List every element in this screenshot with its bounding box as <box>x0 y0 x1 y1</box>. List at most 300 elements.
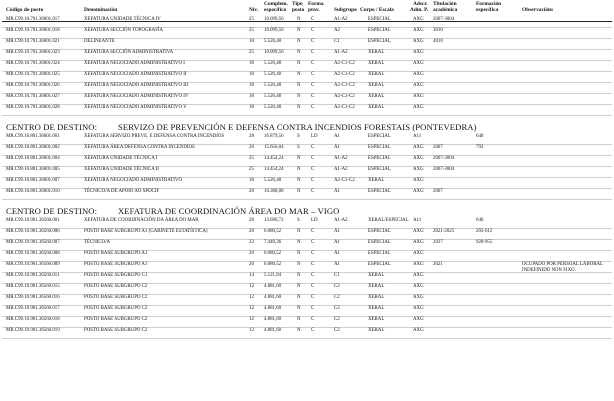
cell-complemento: 10.368,00 <box>264 189 284 194</box>
cell-forma: C <box>311 295 315 300</box>
cell-tipo: S <box>297 218 300 223</box>
header-adm: Adm. P. <box>410 7 429 13</box>
cell-codigo: MR.C99.10.701.36001.021 <box>6 39 60 44</box>
cell-denominacion: XEFATURA UNIDADE TÉCNICA IV <box>84 17 161 22</box>
cell-corpo: ESPECIAL <box>368 17 391 22</box>
cell-subgrupo: C2 <box>334 306 340 311</box>
cell-corpo: XERAL <box>368 295 385 300</box>
cell-codigo: MR.C99.10.801.36001.010 <box>6 189 60 194</box>
cell-subgrupo: A2-C1-C2 <box>334 72 355 77</box>
table-row <box>0 50 614 61</box>
cell-adscripcion: AXG <box>413 317 424 322</box>
cell-tipo: S <box>297 134 300 139</box>
cell-corpo: ESPECIAL <box>368 229 391 234</box>
cell-subgrupo: C2 <box>334 328 340 333</box>
cell-denominacion: XEFATURA UNIDADE TÉCNICA I <box>84 156 158 161</box>
cell-tipo: N <box>297 328 301 333</box>
cell-forma: C <box>311 17 315 22</box>
cell-corpo: XERAL <box>368 328 385 333</box>
cell-nivel: 12 <box>249 306 254 311</box>
cell-codigo: MR.C99.10.701.36001.026 <box>6 83 60 88</box>
cell-adscripcion: AXG <box>413 105 424 110</box>
cell-adscripcion: AXG <box>413 262 424 267</box>
cell-subgrupo: A1 <box>334 189 340 194</box>
cell-adscripcion: AXG <box>413 39 424 44</box>
cell-codigo: MR.C99.10.701.36001.024 <box>6 61 60 66</box>
header-forma: Forma <box>308 1 324 7</box>
cell-adscripcion: AXG <box>413 295 424 300</box>
cell-nivel: 12 <box>249 317 254 322</box>
cell-adscripcion: AXG <box>413 306 424 311</box>
cell-nivel: 25 <box>249 156 254 161</box>
cell-adscripcion: AXG <box>413 284 424 289</box>
cell-complemento: 10.099,56 <box>264 17 284 22</box>
cell-forma: C <box>311 145 315 150</box>
cell-tipo: N <box>297 251 301 256</box>
cell-codigo: MR.C99.10.701.36001.027 <box>6 94 60 99</box>
cell-denominacion: XEFATURA UNIDADE TÉCNICA II <box>84 167 159 172</box>
cell-codigo: MR.C99.10.701.36001.023 <box>6 50 60 55</box>
cell-titulacion: 2007 <box>433 145 443 150</box>
cell-denominacion: POSTO BASE SUBGRUPO A1 <box>84 251 148 256</box>
cell-nivel: 18 <box>249 94 254 99</box>
cell-forma: C <box>311 94 315 99</box>
cell-denominacion: TÉCNICO/A <box>84 240 111 245</box>
cell-nivel: 25 <box>249 28 254 33</box>
cell-forma: C <box>311 306 315 311</box>
row-divider <box>2 199 612 200</box>
cell-forma: C <box>311 83 315 88</box>
table-row <box>0 39 614 50</box>
cell-subgrupo: C2 <box>334 317 340 322</box>
cell-denominacion: XEFATURA NEGOCIADO ADMINISTRATIVO V <box>84 105 187 110</box>
cell-subgrupo: A1-A2 <box>334 50 348 55</box>
cell-codigo: MR.C99.10.901.36560.009 <box>6 262 60 267</box>
cell-corpo: XERAL <box>368 306 385 311</box>
cell-adscripcion: AXG <box>413 167 424 172</box>
cell-subgrupo: C1 <box>334 39 340 44</box>
cell-complemento: 4.881,60 <box>264 328 282 333</box>
cell-tipo: N <box>297 105 301 110</box>
cell-subgrupo: A2-C1-C2 <box>334 178 355 183</box>
cell-forma: C <box>311 240 315 245</box>
centro-destino-heading <box>6 122 477 132</box>
cell-subgrupo: A1 <box>334 240 340 245</box>
cell-complemento: 4.881,60 <box>264 306 282 311</box>
cell-corpo: ESPECIAL <box>368 189 391 194</box>
cell-adscripcion: AXG <box>413 156 424 161</box>
cell-nivel: 12 <box>249 328 254 333</box>
cell-complemento: 4.881,60 <box>264 284 282 289</box>
cell-nivel: 28 <box>249 218 254 223</box>
cell-tipo: N <box>297 306 301 311</box>
cell-adscripcion: AXG <box>413 328 424 333</box>
cell-subgrupo: A1 <box>334 262 340 267</box>
cell-adscripcion: AXG <box>413 178 424 183</box>
cell-denominacion: XEFATURA SERVIZO PREVE. E DEFENSA CONTRA INCENDIOS <box>84 134 225 139</box>
cell-complemento: 5.526,48 <box>264 83 282 88</box>
cell-nivel: 20 <box>249 251 254 256</box>
cell-nivel: 18 <box>249 72 254 77</box>
centro-destino-name: SERVIZO DE PREVENCIÓN E DEFENSA CONTRA INCENDIOS FORESTAIS (PONTEVEDRA) <box>118 122 477 132</box>
cell-complemento: 6.080,52 <box>264 229 282 234</box>
cell-codigo: MR.C99.10.901.36560.006 <box>6 229 60 234</box>
cell-tipo: N <box>297 156 301 161</box>
cell-tipo: N <box>297 61 301 66</box>
cell-titulacion: 2007-3004 <box>433 156 455 161</box>
cell-complemento: 5.121,84 <box>264 273 282 278</box>
centro-destino-label: CENTRO DE DESTINO: <box>6 206 98 216</box>
cell-forma: C <box>311 105 315 110</box>
cell-nivel: 26 <box>249 145 254 150</box>
header-corpo: Corpo / Escala <box>360 7 394 13</box>
table-row <box>0 105 614 116</box>
cell-corpo: XERAL <box>368 105 385 110</box>
cell-complemento: 6.080,52 <box>264 251 282 256</box>
header-denominacion: Denominación <box>84 7 118 13</box>
cell-forma: C <box>311 262 315 267</box>
cell-nivel: 18 <box>249 61 254 66</box>
centro-destino-label: CENTRO DE DESTINO: <box>6 122 98 132</box>
cell-adscripcion: A11 <box>413 218 422 223</box>
cell-forma: C <box>311 50 315 55</box>
header-adscr: Adscr. <box>413 1 428 7</box>
cell-forma: C <box>311 167 315 172</box>
cell-nivel: 18 <box>249 178 254 183</box>
cell-codigo: MR.C99.10.901.36560.019 <box>6 328 60 333</box>
cell-denominacion: DELINEANTE <box>84 39 115 44</box>
cell-codigo: MR.C99.10.701.36001.018 <box>6 28 60 33</box>
cell-nivel: 18 <box>249 39 254 44</box>
table-row <box>0 83 614 94</box>
cell-adscripcion: AXG <box>413 83 424 88</box>
cell-adscripcion: AXG <box>413 273 424 278</box>
cell-denominacion: XEFATURA NEGOCIADO ADMINISTRATIVO IV <box>84 94 189 99</box>
cell-tipo: N <box>297 39 301 44</box>
cell-corpo: ESPECIAL <box>368 262 391 267</box>
header-subgrupo: Subgrupo <box>334 7 357 13</box>
cell-adscripcion: AXG <box>413 28 424 33</box>
cell-tipo: N <box>297 189 301 194</box>
cell-subgrupo: C2 <box>334 295 340 300</box>
table-row <box>0 317 614 328</box>
cell-corpo: XERAL <box>368 61 385 66</box>
table-row <box>0 94 614 105</box>
cell-adscripcion: AXG <box>413 50 424 55</box>
cell-complemento: 13.690,72 <box>264 218 284 223</box>
cell-tipo: N <box>297 317 301 322</box>
cell-subgrupo: A1-A2 <box>334 156 348 161</box>
table-row <box>0 262 614 273</box>
cell-adscripcion: AXG <box>413 240 424 245</box>
cell-subgrupo: A2-C1-C2 <box>334 83 355 88</box>
cell-observacions: OCUPADO POR PERSOAL LABORAL INDEFINIDO NON FIXO. <box>522 262 603 273</box>
cell-nivel: 22 <box>249 240 254 245</box>
cell-nivel: 12 <box>249 284 254 289</box>
cell-corpo: XERAL <box>368 284 385 289</box>
centro-destino-heading <box>6 206 339 216</box>
header-formacion: Formación <box>476 1 502 7</box>
cell-titulacion: 2007 <box>433 189 443 194</box>
cell-subgrupo: A1 <box>334 134 340 139</box>
cell-adscripcion: A11 <box>413 134 422 139</box>
cell-subgrupo: A2 <box>334 28 340 33</box>
cell-corpo: ESPECIAL <box>368 240 391 245</box>
cell-complemento: 4.881,60 <box>264 295 282 300</box>
cell-corpo: XERAL <box>368 83 385 88</box>
cell-denominacion: XEFATURA NEGOCIADO ADMINISTRATIVO III <box>84 83 189 88</box>
cell-tipo: N <box>297 273 301 278</box>
cell-adscripcion: AXG <box>413 72 424 77</box>
cell-complemento: 10.099,56 <box>264 50 284 55</box>
cell-adscripcion: AXG <box>413 189 424 194</box>
cell-corpo: XERAL/ESPECIAL <box>368 218 409 223</box>
table-row <box>0 17 614 28</box>
cell-corpo: ESPECIAL <box>368 39 391 44</box>
cell-subgrupo: C2 <box>334 284 340 289</box>
header-prov: prov. <box>308 7 320 13</box>
cell-complemento: 5.526,48 <box>264 61 282 66</box>
cell-corpo: ESPECIAL <box>368 167 391 172</box>
row-divider <box>2 338 612 339</box>
cell-corpo: XERAL <box>368 317 385 322</box>
cell-denominacion: XEFATURA SECCIÓN TOPOGRAFÍA <box>84 28 164 33</box>
cell-subgrupo: A1-A2 <box>334 17 348 22</box>
cell-subgrupo: A1 <box>334 145 340 150</box>
cell-subgrupo: C1 <box>334 273 340 278</box>
cell-nivel: 28 <box>249 134 254 139</box>
cell-codigo: MR.C99.10.901.36560.017 <box>6 306 60 311</box>
cell-denominacion: TÉCNICO/A DE APOIO AO SPDCIF <box>84 189 160 194</box>
header-codigo: Código do posto <box>6 7 44 13</box>
table-row <box>0 28 614 39</box>
cell-denominacion: XEFATURA NEGOCIADO ADMINISTRATIVO <box>84 178 182 183</box>
header-academica: académica <box>433 7 458 13</box>
cell-corpo: ESPECIAL <box>368 156 391 161</box>
cell-formacion: 920-955 <box>476 240 493 245</box>
cell-complemento: 10.099,56 <box>264 28 284 33</box>
cell-tipo: N <box>297 240 301 245</box>
cell-forma: C <box>311 328 315 333</box>
cell-complemento: 6.080,52 <box>264 262 282 267</box>
cell-subgrupo: A1 <box>334 251 340 256</box>
cell-forma: C <box>311 229 315 234</box>
cell-subgrupo: A2-C1-C2 <box>334 94 355 99</box>
cell-subgrupo: A1-A2 <box>334 218 348 223</box>
cell-tipo: N <box>297 295 301 300</box>
cell-nivel: 18 <box>249 105 254 110</box>
cell-denominacion: POSTO BASE SUBGRUPO C2 <box>84 295 148 300</box>
header-especifico: específico <box>264 7 287 13</box>
cell-nivel: 20 <box>249 229 254 234</box>
table-row <box>0 218 614 229</box>
cell-tipo: N <box>297 17 301 22</box>
cell-formacion: 793 <box>476 145 484 150</box>
cell-codigo: MR.C99.10.901.36560.011 <box>6 273 60 278</box>
table-row <box>0 167 614 178</box>
cell-complemento: 7.440,36 <box>264 240 282 245</box>
cell-denominacion: XEFATURA ÁREA DEFENSA CONTRA INCENDIOS <box>84 145 195 150</box>
cell-codigo: MR.C99.10.901.36560.007 <box>6 240 60 245</box>
cell-denominacion: POSTO BASE SUBGRUPO A1 (GABINETE ESTATÍSTICA) <box>84 229 208 234</box>
table-row <box>0 178 614 189</box>
table-row <box>0 251 614 262</box>
header-especifica: específica <box>476 7 499 13</box>
table-row <box>0 134 614 145</box>
table-row <box>0 229 614 240</box>
cell-codigo: MR.C99.10.901.36560.015 <box>6 284 60 289</box>
cell-nivel: 18 <box>249 83 254 88</box>
cell-denominacion: POSTO BASE SUBGRUPO C1 <box>84 273 148 278</box>
cell-nivel: 25 <box>249 167 254 172</box>
cell-complemento: 5.526,48 <box>264 178 282 183</box>
cell-nivel: 20 <box>249 262 254 267</box>
cell-titulacion: 2037 <box>433 240 443 245</box>
cell-tipo: N <box>297 284 301 289</box>
cell-complemento: 14.454,24 <box>264 156 284 161</box>
cell-adscripcion: AXG <box>413 17 424 22</box>
cell-adscripcion: AXG <box>413 94 424 99</box>
cell-forma: C <box>311 39 315 44</box>
cell-denominacion: POSTO BASE SUBGRUPO C2 <box>84 284 148 289</box>
cell-forma: C <box>311 189 315 194</box>
table-row <box>0 295 614 306</box>
cell-codigo: MR.C99.10.801.36001.005 <box>6 167 60 172</box>
cell-denominacion: XEFATURA DE COORDINACIÓN DA ÁREA DO MAR <box>84 218 199 223</box>
row-divider <box>2 115 612 116</box>
cell-corpo: ESPECIAL <box>368 251 391 256</box>
table-row <box>0 306 614 317</box>
table-row <box>0 240 614 251</box>
cell-complemento: 5.526,48 <box>264 72 282 77</box>
cell-nivel: 12 <box>249 295 254 300</box>
table-row <box>0 145 614 156</box>
cell-adscripcion: AXG <box>413 251 424 256</box>
cell-complemento: 4.881,60 <box>264 317 282 322</box>
cell-titulacion: 3010 <box>433 28 443 33</box>
cell-tipo: N <box>297 229 301 234</box>
cell-complemento: 5.526,48 <box>264 105 282 110</box>
cell-codigo: MR.C99.10.801.36001.007 <box>6 178 60 183</box>
table-row <box>0 189 614 200</box>
cell-corpo: XERAL <box>368 273 385 278</box>
cell-nivel: 25 <box>249 17 254 22</box>
cell-corpo: ESPECIAL <box>368 145 391 150</box>
cell-forma: C <box>311 156 315 161</box>
cell-tipo: N <box>297 262 301 267</box>
cell-denominacion: POSTO BASE SUBGRUPO A1 <box>84 262 148 267</box>
cell-adscripcion: AXG <box>413 61 424 66</box>
table-row <box>0 328 614 339</box>
cell-corpo: ESPECIAL <box>368 134 391 139</box>
cell-denominacion: XEFATURA SECCIÓN ADMINISTRATIVA <box>84 50 174 55</box>
cell-forma: C <box>311 317 315 322</box>
cell-titulacion: 2021 <box>433 262 443 267</box>
header-tipo: Tipo <box>292 1 303 7</box>
header-posto: posto <box>292 7 305 13</box>
cell-titulacion: 2007-3004 <box>433 17 455 22</box>
cell-denominacion: POSTO BASE SUBGRUPO C2 <box>84 317 148 322</box>
cell-corpo: XERAL <box>368 50 385 55</box>
cell-codigo: MR.C99.10.701.36001.017 <box>6 17 60 22</box>
header-complemento: Complem. <box>264 1 288 7</box>
cell-forma: C <box>311 72 315 77</box>
table-row <box>0 156 614 167</box>
cell-nivel: 20 <box>249 189 254 194</box>
cell-corpo: XERAL <box>368 94 385 99</box>
cell-codigo: MR.C99.10.901.36560.008 <box>6 251 60 256</box>
cell-nivel: 14 <box>249 273 254 278</box>
cell-nivel: 25 <box>249 50 254 55</box>
cell-tipo: S <box>297 145 300 150</box>
cell-forma: C <box>311 284 315 289</box>
cell-tipo: N <box>297 50 301 55</box>
cell-tipo: N <box>297 72 301 77</box>
cell-complemento: 15.656,04 <box>264 145 284 150</box>
cell-complemento: 16.879,56 <box>264 134 284 139</box>
cell-titulacion: 2021-2025 <box>433 229 455 234</box>
cell-formacion: 640 <box>476 134 484 139</box>
cell-tipo: N <box>297 167 301 172</box>
cell-corpo: XERAL <box>368 72 385 77</box>
cell-subgrupo: A2-C1-C2 <box>334 61 355 66</box>
cell-forma: C <box>311 178 315 183</box>
cell-codigo: MR.C99.10.801.36001.002 <box>6 145 60 150</box>
cell-subgrupo: A1-A2 <box>334 167 348 172</box>
cell-codigo: MR.C99.10.901.36560.018 <box>6 317 60 322</box>
cell-codigo: MR.C99.10.801.36001.001 <box>6 134 60 139</box>
cell-tipo: N <box>297 28 301 33</box>
centro-destino-name: XEFATURA DE COORDINACIÓN ÁREA DO MAR – VIGO <box>118 206 340 216</box>
table-row <box>0 284 614 295</box>
cell-denominacion: XEFATURA NEGOCIADO ADMINISTRATIVO I <box>84 61 185 66</box>
cell-tipo: N <box>297 83 301 88</box>
table-row <box>0 61 614 72</box>
cell-titulacion: 2007-3004 <box>433 167 455 172</box>
cell-codigo: MR.C99.10.801.36001.004 <box>6 156 60 161</box>
cell-tipo: N <box>297 178 301 183</box>
header-titulacion: Titulación <box>433 1 457 7</box>
cell-forma: C <box>311 273 315 278</box>
cell-complemento: 5.526,48 <box>264 94 282 99</box>
cell-codigo: MR.C99.10.701.36001.028 <box>6 105 60 110</box>
cell-codigo: MR.C99.10.901.36560.016 <box>6 295 60 300</box>
header-observacions: Observacións <box>522 7 554 13</box>
cell-forma: C <box>311 251 315 256</box>
cell-complemento: 5.526,48 <box>264 39 282 44</box>
cell-subgrupo: A2-C1-C2 <box>334 105 355 110</box>
cell-denominacion: POSTO BASE SUBGRUPO C2 <box>84 306 148 311</box>
cell-formacion: 203-612 <box>476 229 493 234</box>
cell-corpo: XERAL <box>368 178 385 183</box>
cell-forma: LD <box>311 134 318 139</box>
cell-forma: C <box>311 28 315 33</box>
cell-adscripcion: AXG <box>413 145 424 150</box>
cell-codigo: MR.C99.10.701.36001.025 <box>6 72 60 77</box>
cell-denominacion: POSTO BASE SUBGRUPO C2 <box>84 328 148 333</box>
cell-formacion: 640 <box>476 218 484 223</box>
table-row <box>0 273 614 284</box>
cell-forma: LD <box>311 218 318 223</box>
cell-codigo: MR.C99.10.901.36560.001 <box>6 218 60 223</box>
cell-adscripcion: AXG <box>413 229 424 234</box>
header-nivel: Niv. <box>249 7 259 13</box>
cell-titulacion: 4010 <box>433 39 443 44</box>
cell-forma: C <box>311 61 315 66</box>
cell-denominacion: XEFATURA NEGOCIADO ADMINISTRATIVO II <box>84 72 187 77</box>
cell-subgrupo: A1 <box>334 229 340 234</box>
cell-corpo: ESPECIAL <box>368 28 391 33</box>
